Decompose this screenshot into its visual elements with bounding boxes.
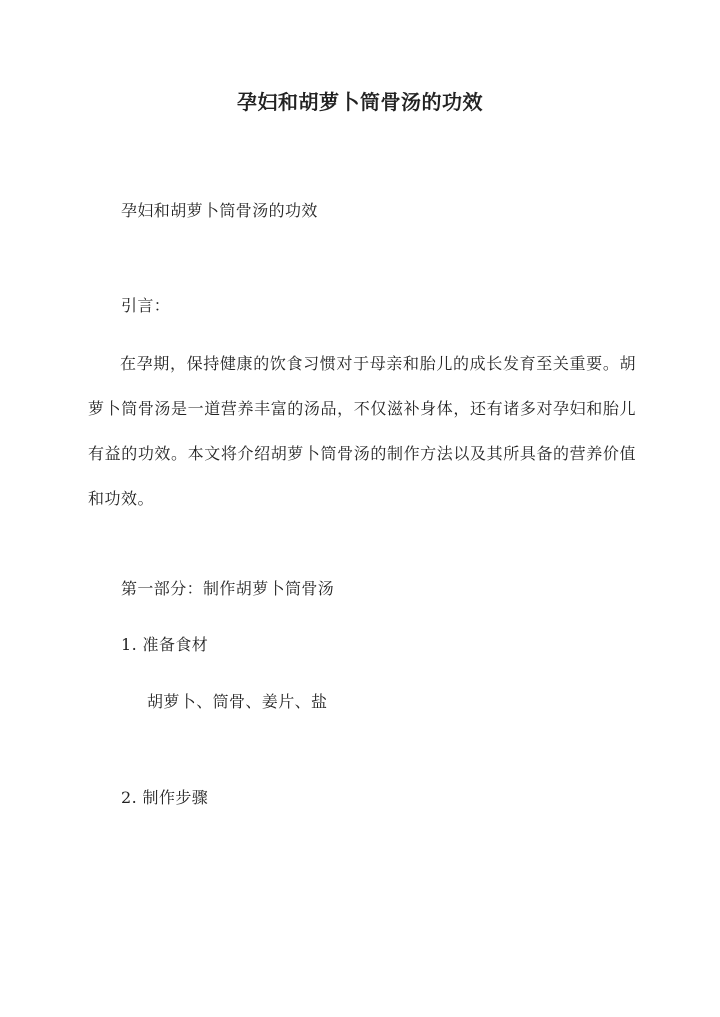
part1-heading: 第一部分：制作胡萝卜筒骨汤: [121, 579, 335, 598]
step2-heading: 2. 制作步骤: [121, 788, 209, 807]
step1-ingredients: 胡萝卜、筒骨、姜片、盐: [147, 692, 328, 711]
step1-heading: 1. 准备食材: [121, 635, 209, 654]
document-subtitle: 孕妇和胡萝卜筒骨汤的功效: [121, 201, 318, 220]
document-title: 孕妇和胡萝卜筒骨汤的功效: [237, 90, 483, 114]
intro-paragraph: 在孕期，保持健康的饮食习惯对于母亲和胎儿的成长发育至关重要。胡萝卜筒骨汤是一道营养丰富的汤品，不仅滋补身体，还有诸多对孕妇和胎儿有益的功效。本文将介绍胡萝卜筒骨汤的制作方法以及其所具备的营养价值和功效。: [88, 354, 636, 508]
intro-heading: 引言：: [121, 296, 171, 315]
